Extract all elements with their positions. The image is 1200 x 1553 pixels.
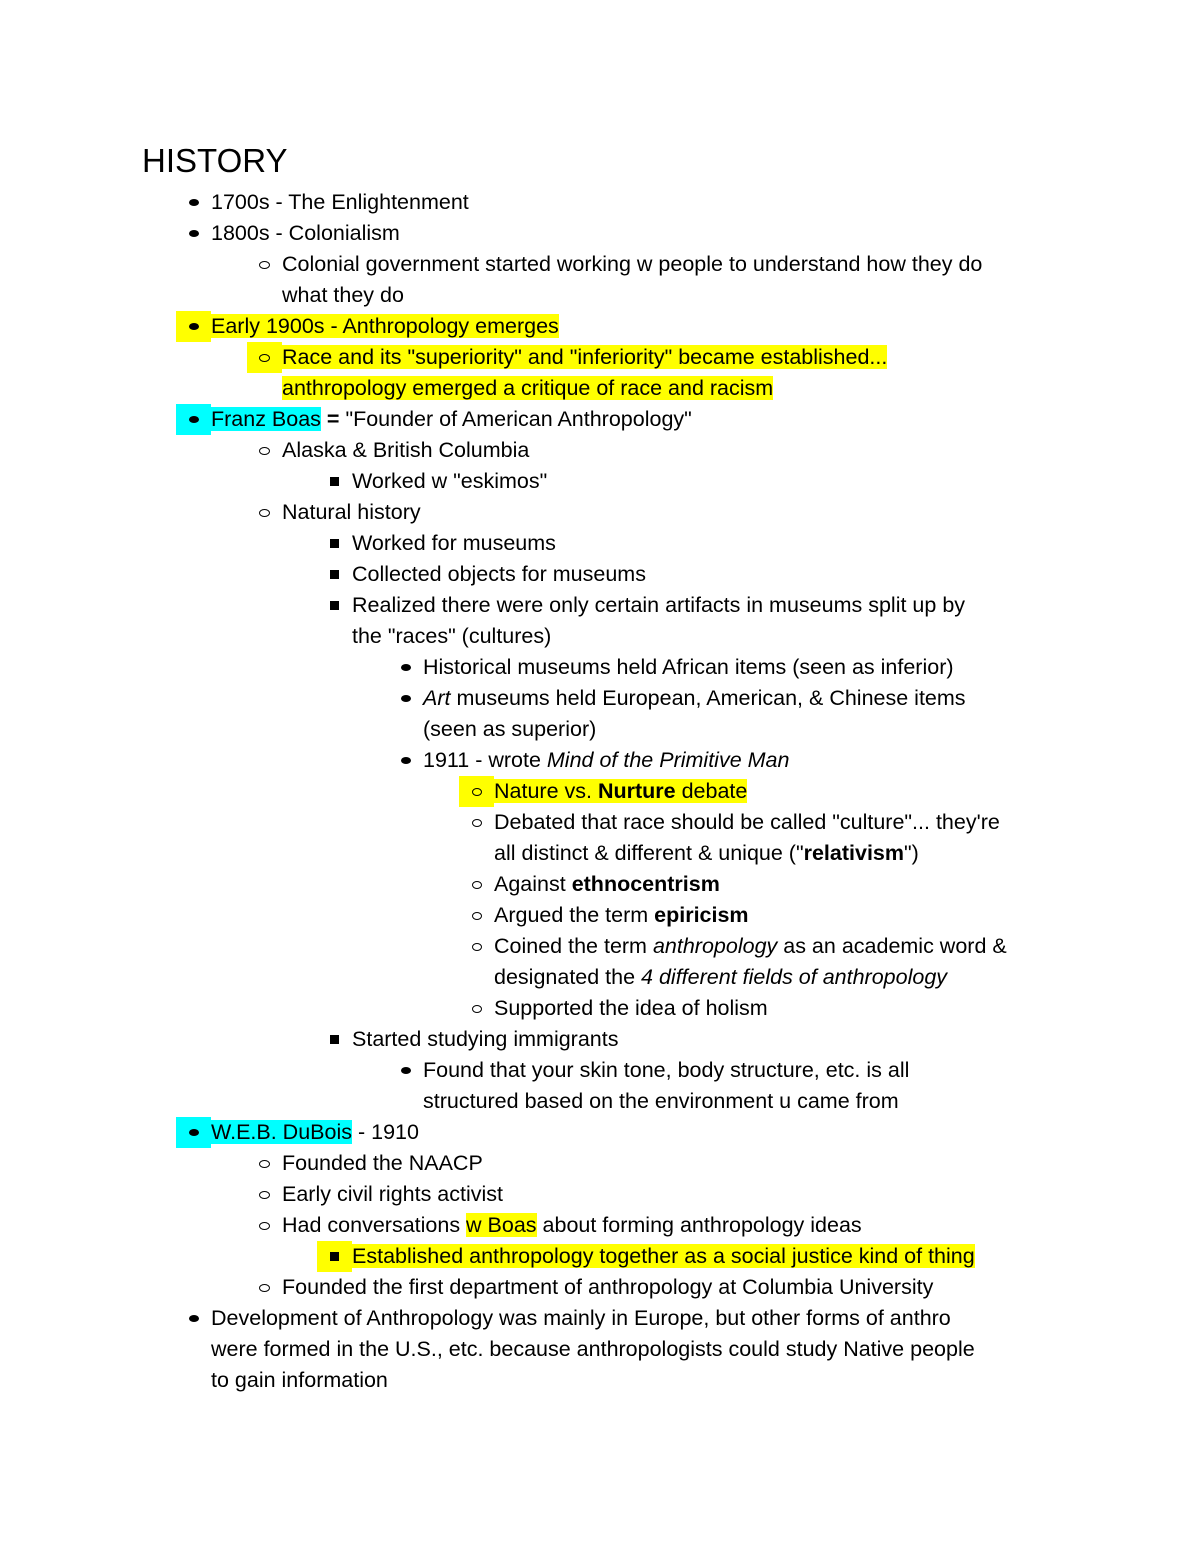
text-segment: the "races" (cultures)	[352, 624, 552, 648]
text-segment: Coined the term	[494, 934, 653, 958]
text-segment: Race and its "superiority" and "inferiority" became established...	[282, 345, 888, 369]
list-item-text	[282, 373, 773, 404]
text-segment: Franz Boas	[211, 407, 321, 431]
text-segment: Early 1900s - Anthropology emerges	[211, 314, 559, 338]
list-item-text	[211, 1365, 388, 1396]
text-segment: Early civil rights activist	[282, 1182, 504, 1206]
list-item-text	[352, 559, 646, 590]
list-item-text	[282, 435, 529, 466]
list-item-text	[494, 776, 747, 807]
list-item-text	[282, 1210, 862, 1241]
text-segment: =	[326, 407, 340, 431]
text-segment: anthropology emerged a critique of race and racism	[282, 376, 774, 400]
list-item-text	[211, 1303, 951, 1334]
bullet-icon	[317, 528, 352, 559]
text-segment: Debated that race should be called "culture"... they're	[494, 810, 1000, 834]
text-segment: Development of Anthropology was mainly in Europe, but other forms of anthro	[211, 1306, 951, 1330]
text-segment: Worked w "eskimos"	[352, 469, 548, 493]
text-segment: Mind of the Primitive Man	[546, 748, 790, 772]
bullet-icon	[176, 404, 211, 435]
list-item-text	[352, 466, 547, 497]
list-item-text	[352, 621, 551, 652]
list-item-text	[494, 993, 768, 1024]
bullet-icon	[247, 497, 282, 528]
text-segment: Alaska & British Columbia	[282, 438, 530, 462]
text-segment: relativism	[803, 841, 905, 865]
bullet-icon	[247, 249, 282, 280]
bullet-icon	[176, 187, 211, 218]
list-item-text	[282, 342, 887, 373]
text-segment: - 1910	[352, 1120, 419, 1144]
bullet-icon	[317, 1241, 352, 1272]
list-item-text	[352, 590, 965, 621]
bullet-icon	[247, 342, 282, 373]
text-segment: Founded the first department of anthropology at Columbia University	[282, 1275, 934, 1299]
list-item-text	[211, 218, 400, 249]
list-item-text	[282, 280, 404, 311]
text-segment: to gain information	[211, 1368, 388, 1392]
text-segment: ")	[904, 841, 919, 865]
text-segment: museums held European, American, & Chinese items	[450, 686, 966, 710]
text-segment: Supported the idea of holism	[494, 996, 768, 1020]
bullet-icon	[459, 900, 494, 931]
text-segment: epiricism	[654, 903, 749, 927]
list-item-text	[211, 404, 692, 435]
list-item-text	[423, 1086, 899, 1117]
list-item-text	[282, 1148, 483, 1179]
list-item-text	[352, 528, 556, 559]
bullet-icon	[176, 1303, 211, 1334]
list-item-text	[211, 1334, 975, 1365]
bullet-icon	[388, 1055, 423, 1086]
list-item-text	[494, 931, 1007, 962]
text-segment: what they do	[282, 283, 404, 307]
list-item-text	[211, 311, 559, 342]
bullet-icon	[247, 435, 282, 466]
bullet-icon	[176, 218, 211, 249]
text-segment: "Founder of American Anthropology"	[339, 407, 692, 431]
bullet-icon	[388, 683, 423, 714]
text-segment: Nature vs.	[494, 779, 598, 803]
text-segment: were formed in the U.S., etc. because anthropologists could study Native people	[211, 1337, 975, 1361]
list-item-text	[282, 497, 421, 528]
text-segment: 1911 - wrote	[423, 748, 547, 772]
bullet-icon	[459, 776, 494, 807]
text-segment: Started studying immigrants	[352, 1027, 619, 1051]
text-segment: designated the	[494, 965, 642, 989]
list-item-text	[494, 869, 720, 900]
text-segment: all distinct & different & unique ("	[494, 841, 804, 865]
text-segment: (seen as superior)	[423, 717, 597, 741]
list-item-text	[494, 962, 947, 993]
text-segment: Natural history	[282, 500, 421, 524]
text-segment: 1700s - The Enlightenment	[211, 190, 469, 214]
bullet-icon	[459, 931, 494, 962]
bullet-icon	[247, 1210, 282, 1241]
list-item-text	[282, 249, 982, 280]
list-item-text	[494, 838, 919, 869]
text-segment: about forming anthropology ideas	[536, 1213, 862, 1237]
text-segment: structured based on the environment u came from	[423, 1089, 899, 1113]
bullet-icon	[317, 1024, 352, 1055]
bullet-icon	[247, 1272, 282, 1303]
text-segment: Realized there were only certain artifacts in museums split up by	[352, 593, 966, 617]
bullet-icon	[388, 745, 423, 776]
text-segment: Worked for museums	[352, 531, 556, 555]
text-segment: as an academic word &	[777, 934, 1007, 958]
text-segment: Nurture	[597, 779, 676, 803]
list-item-text	[494, 900, 749, 931]
list-item-text	[282, 1272, 933, 1303]
text-segment: Had conversations	[282, 1213, 467, 1237]
bullet-icon	[176, 311, 211, 342]
list-item-text	[282, 1179, 503, 1210]
text-segment: anthropology	[652, 934, 778, 958]
text-segment: Collected objects for museums	[352, 562, 646, 586]
bullet-icon	[317, 559, 352, 590]
text-segment: Colonial government started working w people to understand how they do	[282, 252, 983, 276]
text-segment: Established anthropology together as a social justice kind of thing	[352, 1244, 975, 1268]
text-segment: ethnocentrism	[571, 872, 720, 896]
bullet-icon	[317, 590, 352, 621]
bullet-icon	[247, 1148, 282, 1179]
list-item-text	[423, 652, 954, 683]
list-item-text	[352, 1024, 618, 1055]
list-item-text	[352, 1241, 975, 1272]
text-segment: Argued the term	[494, 903, 655, 927]
bullet-icon	[317, 466, 352, 497]
page-title: HISTORY	[142, 142, 288, 179]
list-item-text	[211, 1117, 419, 1148]
text-segment: Art	[423, 686, 451, 710]
text-segment: Found that your skin tone, body structure, etc. is all	[423, 1058, 910, 1082]
bullet-icon	[176, 1117, 211, 1148]
list-item-text	[423, 1055, 909, 1086]
list-item-text	[494, 807, 1000, 838]
text-segment: 4 different fields of anthropology	[641, 965, 948, 989]
text-segment: Founded the NAACP	[282, 1151, 483, 1175]
text-segment: W.E.B. DuBois	[211, 1120, 352, 1144]
text-segment: 1800s - Colonialism	[211, 221, 400, 245]
bullet-icon	[388, 652, 423, 683]
list-item-text	[423, 714, 596, 745]
text-segment: debate	[675, 779, 748, 803]
text-segment: Historical museums held African items (seen as inferior)	[423, 655, 954, 679]
list-item-text	[211, 187, 469, 218]
bullet-icon	[459, 807, 494, 838]
bullet-icon	[459, 869, 494, 900]
bullet-icon	[459, 993, 494, 1024]
list-item-text	[423, 745, 789, 776]
text-segment: w Boas	[466, 1213, 537, 1237]
list-item-text	[423, 683, 966, 714]
text-segment: Against	[494, 872, 572, 896]
bullet-icon	[247, 1179, 282, 1210]
